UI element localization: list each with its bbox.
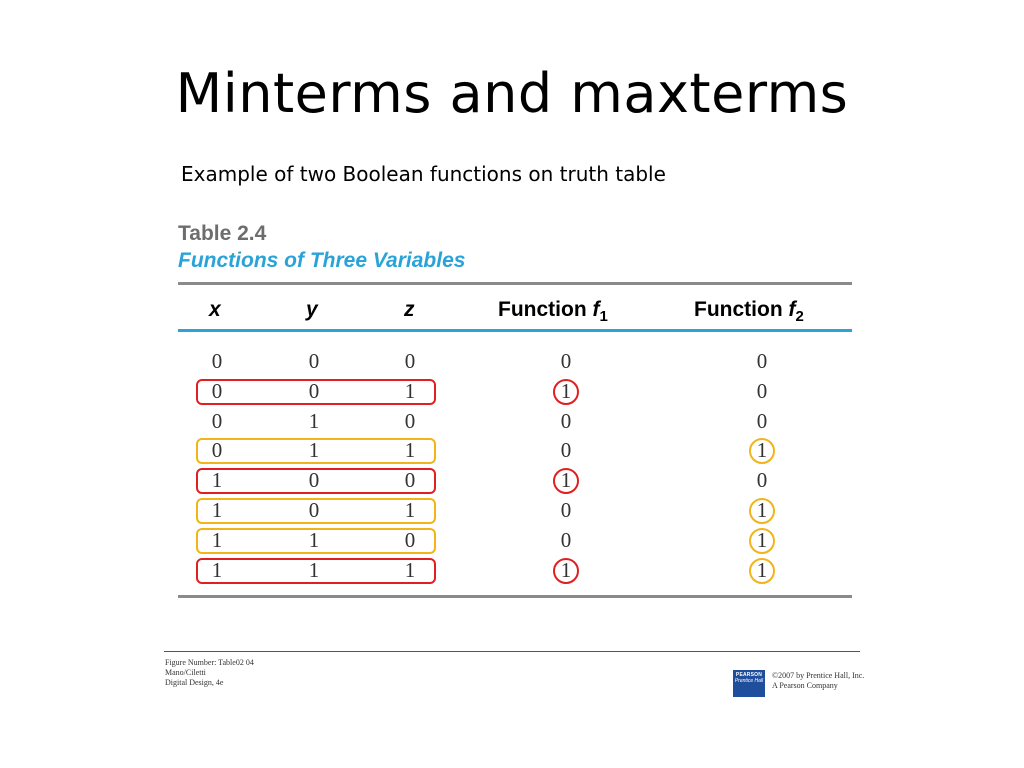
cell-f2: 1 bbox=[756, 498, 768, 522]
cell-y: 0 bbox=[308, 378, 320, 403]
cell-f1: 0 bbox=[560, 498, 572, 522]
slide-title: Minterms and maxterms bbox=[175, 62, 849, 125]
cell-f1: 0 bbox=[560, 438, 572, 463]
footer-copyright bbox=[772, 671, 864, 691]
cell-y: 0 bbox=[308, 468, 320, 493]
cell-x: 1 bbox=[211, 527, 223, 552]
f1-highlight-circle bbox=[553, 468, 579, 494]
header-f1-prefix: Function bbox=[498, 298, 593, 321]
cell-y: 1 bbox=[308, 557, 320, 582]
footer-left-line: Figure Number: Table02 04 bbox=[165, 658, 254, 667]
f2-highlight-circle bbox=[749, 528, 775, 554]
header-f2-sub: 2 bbox=[795, 308, 804, 326]
cell-y: 1 bbox=[308, 438, 320, 463]
cell-f1: 1 bbox=[560, 468, 572, 493]
footer-right-line: A Pearson Company bbox=[772, 681, 838, 690]
f1-highlight-circle bbox=[553, 379, 579, 405]
cell-f2: 0 bbox=[756, 349, 768, 373]
footer-rule bbox=[164, 651, 860, 652]
cell-f2: 1 bbox=[756, 557, 768, 582]
table-header-rule bbox=[178, 329, 852, 332]
pearson-logo-sub: Prentice Hall bbox=[734, 678, 764, 684]
slide-subtitle: Example of two Boolean functions on truth table bbox=[181, 162, 666, 186]
cell-f1: 1 bbox=[560, 557, 572, 582]
cell-z: 0 bbox=[404, 349, 416, 373]
cell-z: 0 bbox=[404, 527, 416, 552]
cell-f2: 1 bbox=[756, 527, 768, 552]
cell-x: 0 bbox=[211, 349, 223, 373]
table-caption: Functions of Three Variables bbox=[178, 249, 466, 272]
cell-f1: 1 bbox=[560, 378, 572, 403]
cell-x: 0 bbox=[211, 438, 223, 463]
cell-f2: 0 bbox=[756, 408, 768, 433]
f2-highlight-circle bbox=[749, 498, 775, 524]
header-f1-name: f bbox=[592, 298, 600, 321]
f1-highlight-circle bbox=[553, 558, 579, 584]
cell-z: 1 bbox=[404, 378, 416, 403]
cell-f1: 0 bbox=[560, 527, 572, 552]
cell-z: 1 bbox=[404, 557, 416, 582]
header-f2-prefix: Function bbox=[694, 298, 789, 321]
footer-left-line: Mano/Ciletti bbox=[165, 668, 206, 677]
cell-f1: 0 bbox=[560, 408, 572, 433]
cell-f1: 0 bbox=[560, 349, 572, 373]
cell-x: 1 bbox=[211, 498, 223, 522]
cell-z: 1 bbox=[404, 498, 416, 522]
cell-z: 0 bbox=[404, 408, 416, 433]
cell-y: 0 bbox=[308, 349, 320, 373]
cell-y: 0 bbox=[308, 498, 320, 522]
pearson-logo-brand: PEARSON bbox=[735, 672, 763, 678]
table-top-rule bbox=[178, 282, 852, 285]
header-f2-name: f bbox=[788, 298, 796, 321]
footer-right-line: ©2007 by Prentice Hall, Inc. bbox=[772, 671, 865, 680]
pearson-logo bbox=[733, 670, 765, 697]
header-x: x bbox=[209, 298, 221, 321]
header-function-f1 bbox=[498, 298, 608, 325]
cell-f2: 0 bbox=[756, 378, 768, 403]
f2-highlight-circle bbox=[749, 558, 775, 584]
header-function-f2 bbox=[694, 298, 804, 325]
cell-z: 1 bbox=[404, 438, 416, 463]
footer-left-line: Digital Design, 4e bbox=[165, 678, 224, 687]
cell-y: 1 bbox=[308, 408, 320, 433]
cell-z: 0 bbox=[404, 468, 416, 493]
table-bottom-rule bbox=[178, 595, 852, 598]
header-z: z bbox=[404, 298, 415, 321]
header-y: y bbox=[306, 298, 318, 321]
footer-figure-info bbox=[165, 658, 254, 688]
cell-x: 0 bbox=[211, 378, 223, 403]
cell-y: 1 bbox=[308, 527, 320, 552]
cell-x: 0 bbox=[211, 408, 223, 433]
table-number: Table 2.4 bbox=[178, 222, 267, 245]
cell-x: 1 bbox=[211, 468, 223, 493]
cell-x: 1 bbox=[211, 557, 223, 582]
cell-f2: 0 bbox=[756, 468, 768, 493]
header-f1-sub: 1 bbox=[599, 308, 608, 326]
cell-f2: 1 bbox=[756, 438, 768, 463]
